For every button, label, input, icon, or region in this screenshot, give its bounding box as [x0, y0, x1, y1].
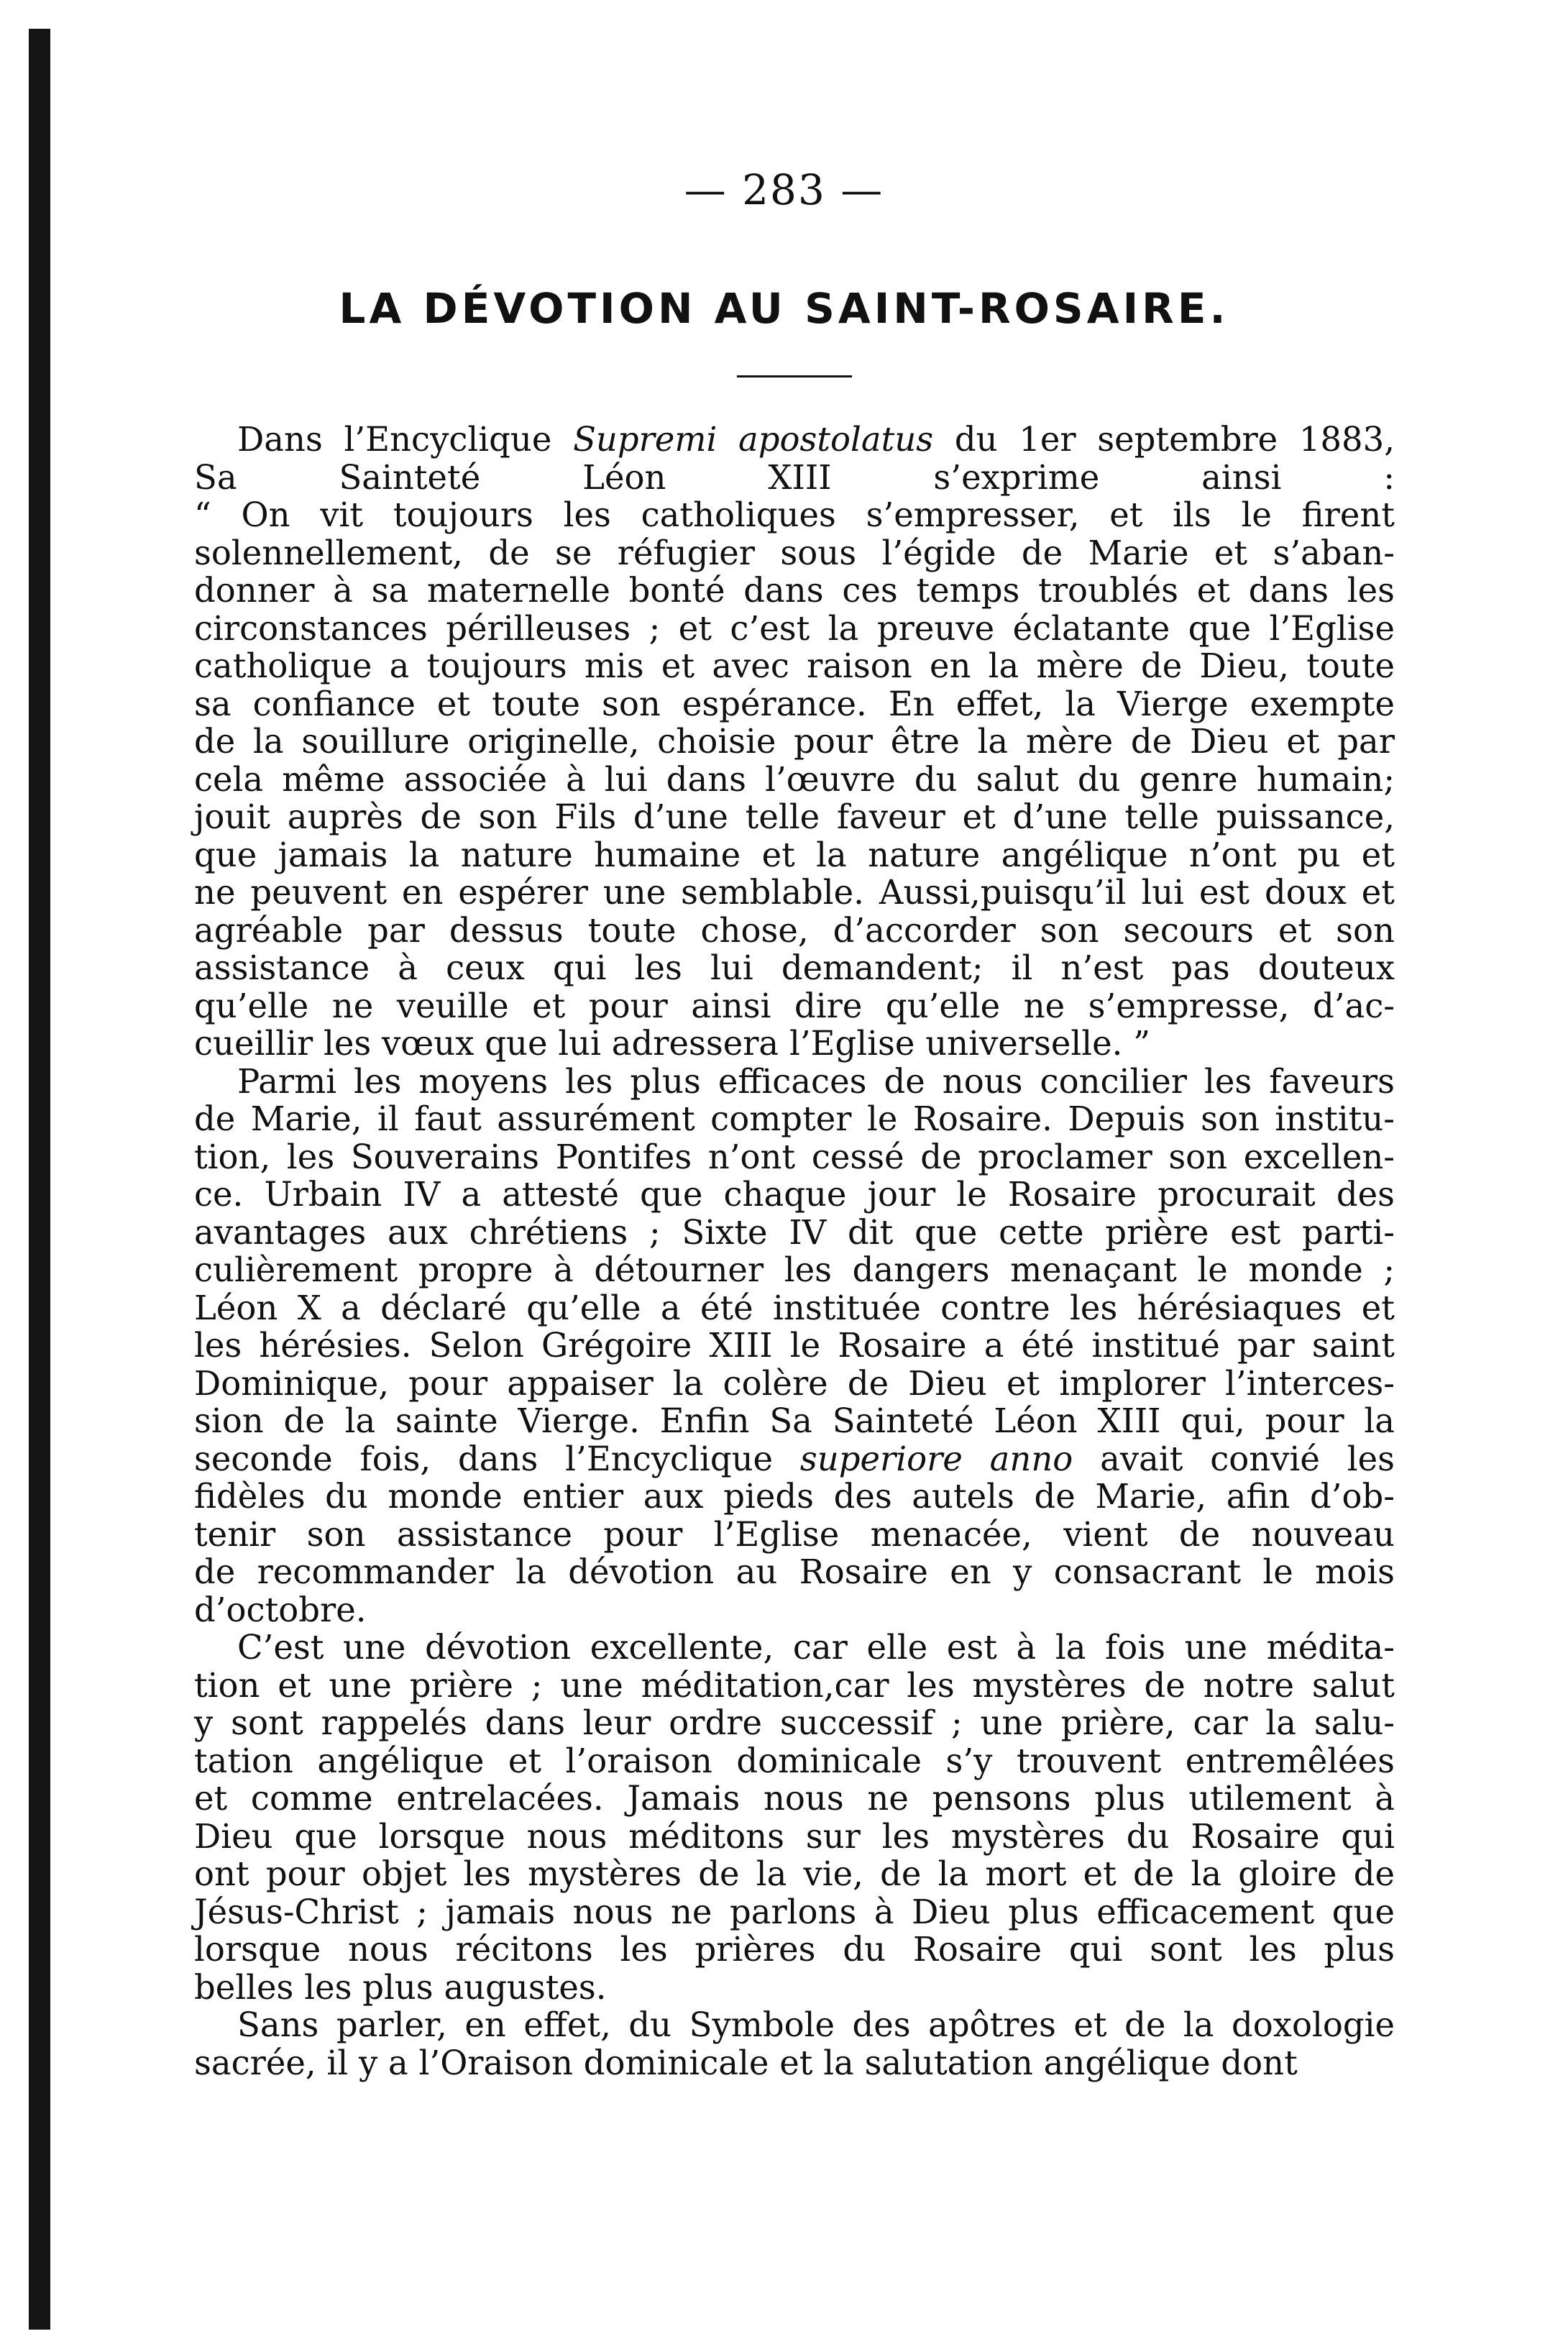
text-run: Dans l’Encyclique [237, 420, 574, 459]
text-line [194, 2006, 1395, 2044]
text-run: et comme entrelacées. Jamais nous ne pensons plus utilement à [194, 1779, 1395, 1818]
text-run: de Marie, il faut assurément compter le Rosaire. Depuis son institu- [194, 1099, 1395, 1138]
text-run: jouit auprès de son Fils d’une telle faveur et d’une telle puissance, [194, 797, 1395, 836]
text-line [194, 1251, 1395, 1289]
text-line [194, 1931, 1395, 1969]
text-line [194, 1553, 1395, 1591]
text-line [194, 761, 1395, 799]
text-line [194, 1289, 1395, 1327]
title-divider [737, 375, 852, 377]
paragraph [194, 2006, 1395, 2082]
text-run: Léon X a déclaré qu’elle a été instituée contre les hérésiaques et [194, 1288, 1395, 1327]
text-run: tenir son assistance pour l’Eglise menacée, vient de nouveau [194, 1514, 1395, 1554]
text-run: sion de la sainte Vierge. Enfin Sa Sainteté Léon XIII qui, pour la [194, 1401, 1395, 1440]
text-run: ce. Urbain IV a attesté que chaque jour le Rosaire procurait des [194, 1175, 1395, 1214]
text-line [194, 1365, 1395, 1403]
text-line [194, 1516, 1395, 1554]
text-run: lorsque nous récitons les prières du Rosaire qui sont les plus [194, 1930, 1395, 1969]
text-run: agréable par dessus toute chose, d’accorder son secours et son [194, 910, 1395, 950]
text-line [194, 949, 1395, 987]
scan-binding-edge [29, 29, 50, 2330]
text-run: d’octobre. [194, 1590, 367, 1629]
text-run: de la souillure originelle, choisie pour être la mère de Dieu et par [194, 722, 1395, 761]
text-line [194, 2044, 1395, 2082]
text-run: sacrée, il y a l’Oraison dominicale et la salutation angélique dont [194, 2043, 1298, 2082]
text-line [194, 459, 1395, 497]
text-run: ne peuvent en espérer une semblable. Aussi,puisqu’il lui est doux et [194, 873, 1395, 912]
text-run: tion, les Souverains Pontifes n’ont cessé de proclamer son excellen- [194, 1137, 1395, 1176]
text-line [194, 610, 1395, 648]
text-line [194, 496, 1395, 534]
text-line [194, 647, 1395, 685]
text-line [194, 1667, 1395, 1705]
text-line [194, 1855, 1395, 1893]
text-run: du 1er septembre 1883, [933, 420, 1395, 459]
text-run: Dominique, pour appaiser la colère de Dieu et implorer l’interces- [194, 1363, 1395, 1403]
body-text [194, 421, 1395, 2082]
text-line [194, 1969, 1395, 2007]
text-run: fidèles du monde entier aux pieds des autels de Marie, afin d’ob- [194, 1477, 1395, 1516]
text-line [194, 1100, 1395, 1138]
text-run: C’est une dévotion excellente, car elle est à la fois une médita- [237, 1628, 1395, 1667]
text-line [194, 1742, 1395, 1780]
text-run: Dieu que lorsque nous méditons sur les mystères du Rosaire qui [194, 1816, 1395, 1856]
text-run: seconde fois, dans l’Encyclique [194, 1439, 800, 1478]
text-run: “ On vit toujours les catholiques s’empresser, et ils le firent [194, 495, 1395, 534]
text-line [194, 987, 1395, 1025]
text-run: Parmi les moyens les plus efficaces de nous concilier les faveurs [237, 1061, 1395, 1101]
text-line [194, 1629, 1395, 1667]
paragraph [194, 1629, 1395, 2006]
text-line [194, 1440, 1395, 1478]
text-line [194, 1591, 1395, 1629]
italic-text-run: Supremi apostolatus [573, 420, 934, 459]
paragraph [194, 421, 1395, 1063]
text-line [194, 874, 1395, 912]
text-run: qu’elle ne veuille et pour ainsi dire qu’elle ne s’empresse, d’ac- [194, 986, 1395, 1025]
text-run: culièrement propre à détourner les dangers menaçant le monde ; [194, 1250, 1395, 1289]
text-line [194, 1893, 1395, 1931]
text-run: sa confiance et toute son espérance. En effet, la Vierge exempte [194, 684, 1395, 723]
text-run: cela même associée à lui dans l’œuvre du salut du genre humain; [194, 759, 1395, 799]
text-run: tion et une prière ; une méditation,car les mystères de notre salut [194, 1665, 1395, 1705]
text-line [194, 534, 1395, 572]
text-line [194, 798, 1395, 836]
text-line [194, 1704, 1395, 1742]
text-line [194, 1214, 1395, 1252]
text-run: donner à sa maternelle bonté dans ces temps troublés et dans les [194, 571, 1395, 610]
text-run: les hérésies. Selon Grégoire XIII le Rosaire a été institué par saint [194, 1326, 1395, 1365]
text-run: solennellement, de se réfugier sous l’égide de Marie et s’aban- [194, 533, 1395, 572]
text-line [194, 912, 1395, 950]
text-run: Jésus-Christ ; jamais nous ne parlons à Dieu plus efficacement que [194, 1892, 1395, 1931]
text-line [194, 1402, 1395, 1440]
text-run: tation angélique et l’oraison dominicale s’y trouvent entremêlées [194, 1741, 1395, 1780]
text-run: Sans parler, en effet, du Symbole des apôtres et de la doxologie [237, 2005, 1395, 2044]
text-run: ont pour objet les mystères de la vie, de la mort et de la gloire de [194, 1854, 1395, 1893]
text-line [194, 1478, 1395, 1516]
text-run: circonstances périlleuses ; et c’est la preuve éclatante que l’Eglise [194, 608, 1395, 648]
text-run: que jamais la nature humaine et la nature angélique n’ont pu et [194, 835, 1395, 874]
italic-text-run: superiore anno [799, 1439, 1073, 1478]
text-line [194, 421, 1395, 459]
text-run: y sont rappelés dans leur ordre successif ; une prière, car la salu- [194, 1703, 1395, 1742]
text-line [194, 1780, 1395, 1818]
text-run: Sa Sainteté Léon XIII s’exprime ainsi : [194, 457, 1395, 497]
text-line [194, 1063, 1395, 1101]
paragraph [194, 1063, 1395, 1629]
text-line [194, 1138, 1395, 1176]
text-run: catholique a toujours mis et avec raison en la mère de Dieu, toute [194, 646, 1395, 685]
text-run: assistance à ceux qui les lui demandent; il n’est pas douteux [194, 948, 1395, 987]
text-line [194, 1327, 1395, 1365]
text-run: avantages aux chrétiens ; Sixte IV dit que cette prière est parti- [194, 1212, 1395, 1252]
text-run: belles les plus augustes. [194, 1967, 607, 2007]
text-line [194, 685, 1395, 723]
page-title: LA DÉVOTION AU SAINT-ROSAIRE. [339, 284, 1229, 333]
text-run: de recommander la dévotion au Rosaire en y consacrant le mois [194, 1552, 1395, 1591]
text-line [194, 1818, 1395, 1856]
page-number: — 283 — [684, 165, 884, 214]
text-line [194, 836, 1395, 874]
text-run: cueillir les vœux que lui adressera l’Eglise universelle. ” [194, 1024, 1150, 1063]
text-line [194, 723, 1395, 761]
text-run: avait convié les [1073, 1439, 1395, 1478]
text-line [194, 1025, 1395, 1063]
text-line [194, 572, 1395, 610]
text-line [194, 1176, 1395, 1214]
